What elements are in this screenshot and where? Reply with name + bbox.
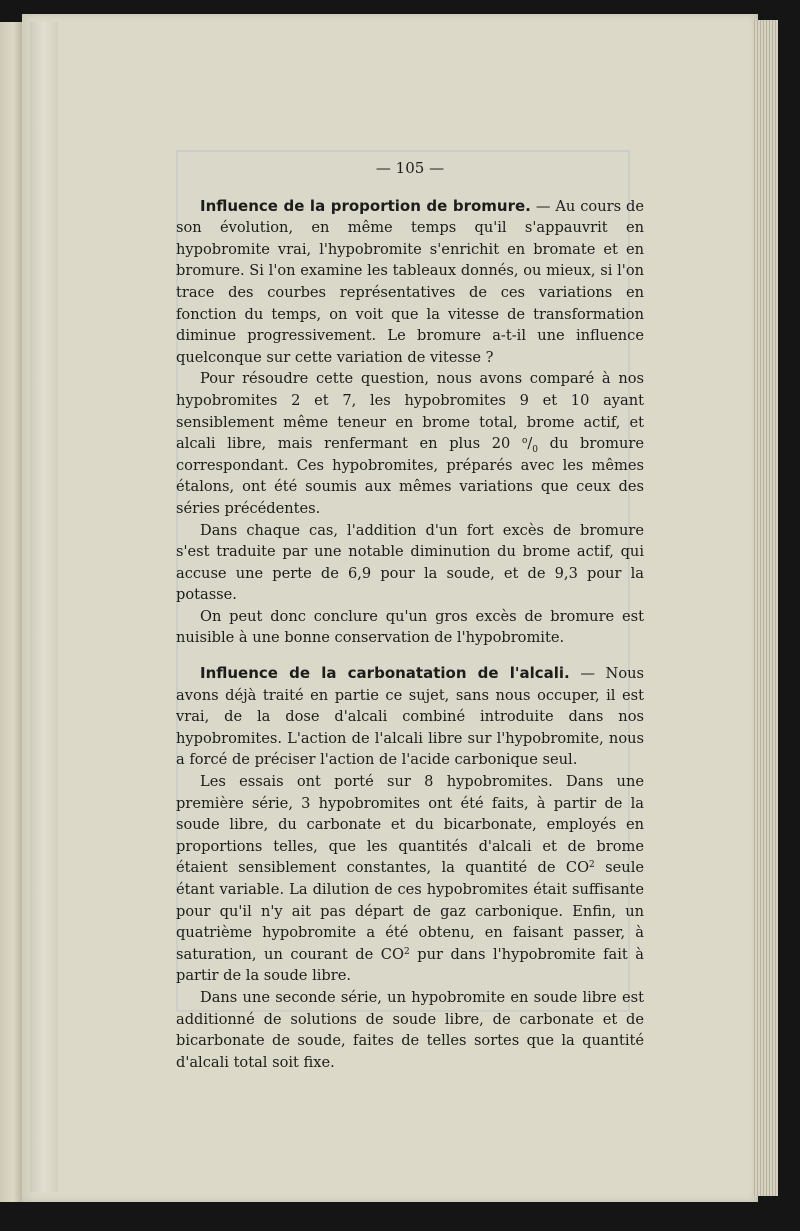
section2-paragraph2-middle: seule étant variable. La dilution de ces hypobromites était suffisante pour qu'il n'y ait pas départ de gaz carbonique. Enfin, un quatrième hypobromite a été obtenu, en faisant passer, à saturation, un courant de CO	[176, 859, 644, 963]
section2-paragraph1	[176, 663, 644, 771]
section2-heading: Influence de la carbonatation de l'alcali.	[200, 664, 570, 683]
page-stack-edge	[752, 20, 778, 1196]
left-page-edge	[0, 22, 23, 1202]
section2-heading-dash: —	[569, 665, 606, 683]
section2-paragraph1-text: Nous avons déjà traité en partie ce sujet, sans nous occuper, il est vrai, de la dose d'alcali combiné introduite dans nos hypobromites. L'action de l'alcali libre sur l'hypobromite, nous a forcé de préciser l'action de l'acide carbonique seul.	[176, 665, 644, 769]
section2-paragraph2-after: pur dans l'hypobromite fait à partir de la soude libre.	[176, 945, 645, 985]
page-fold-shadow	[30, 22, 58, 1192]
section1-heading: Influence de la proportion de bromure.	[200, 196, 531, 215]
percent-sign-lower: 0	[532, 445, 539, 456]
page-text	[176, 158, 644, 1073]
section1-paragraph2	[176, 368, 644, 519]
section2-paragraph2	[176, 771, 644, 987]
co2-superscript-2: 2	[403, 946, 410, 957]
section1-paragraph4: On peut donc conclure qu'un gros excès de bromure est nuisible à une bonne conservation de l'hypobromite.	[176, 607, 644, 647]
percent-sign-upper: o	[521, 436, 528, 447]
section1-paragraph1-text: Au cours de son évolution, en même temps qu'il s'appauvrit en hypobromite vrai, l'hypobromite s'enrichit en bromate et en bromure. Si l'on examine les tableaux donnés, ou mieux, si l'on trace des courbes représentatives de ces variations en fonction du temps, on voit que la vitesse de transformation diminue progressivement. Le bromure a-t-il une influence quelconque sur cette variation de vitesse ?	[176, 197, 644, 366]
co2-superscript-1: 2	[589, 860, 595, 871]
section1-paragraph1	[176, 196, 644, 369]
section2-paragraph2-before: Les essais ont porté sur 8 hypobromites. Dans une première série, 3 hypobromites ont été faits, à partir de la soude libre, du carbonate et du bicarbonate, employés en proportions telles, que les quantités d'alcali et de brome étaient sensiblement constantes, la quantité de CO	[176, 773, 644, 877]
section1-heading-dash: —	[530, 197, 556, 215]
section1-paragraph3: Dans chaque cas, l'addition d'un fort excès de bromure s'est traduite par une notable diminution du brome actif, qui accuse une perte de 6,9 pour la soude, et de 9,3 pour la potasse.	[176, 521, 644, 604]
percent-sign-slash: /	[527, 435, 533, 453]
section2-paragraph3: Dans une seconde série, un hypobromite en soude libre est additionné de solutions de soude libre, de carbonate et de bicarbonate de soude, faites de telles sortes que la quantité d'alcali total soit fixe.	[176, 988, 644, 1071]
section1-paragraph2-before: Pour résoudre cette question, nous avons comparé à nos hypobromites 2 et 7, les hypobromites 9 et 10 ayant sensiblement même teneur en brome total, brome actif, et alcali libre, mais renfermant en plus 20	[176, 370, 644, 453]
page-number: — 105 —	[375, 159, 445, 177]
section1-paragraph2-after: du bromure correspondant. Ces hypobromites, préparés avec les mêmes étalons, ont été soumis aux mêmes variations que ceux des séries précédentes.	[176, 435, 644, 517]
